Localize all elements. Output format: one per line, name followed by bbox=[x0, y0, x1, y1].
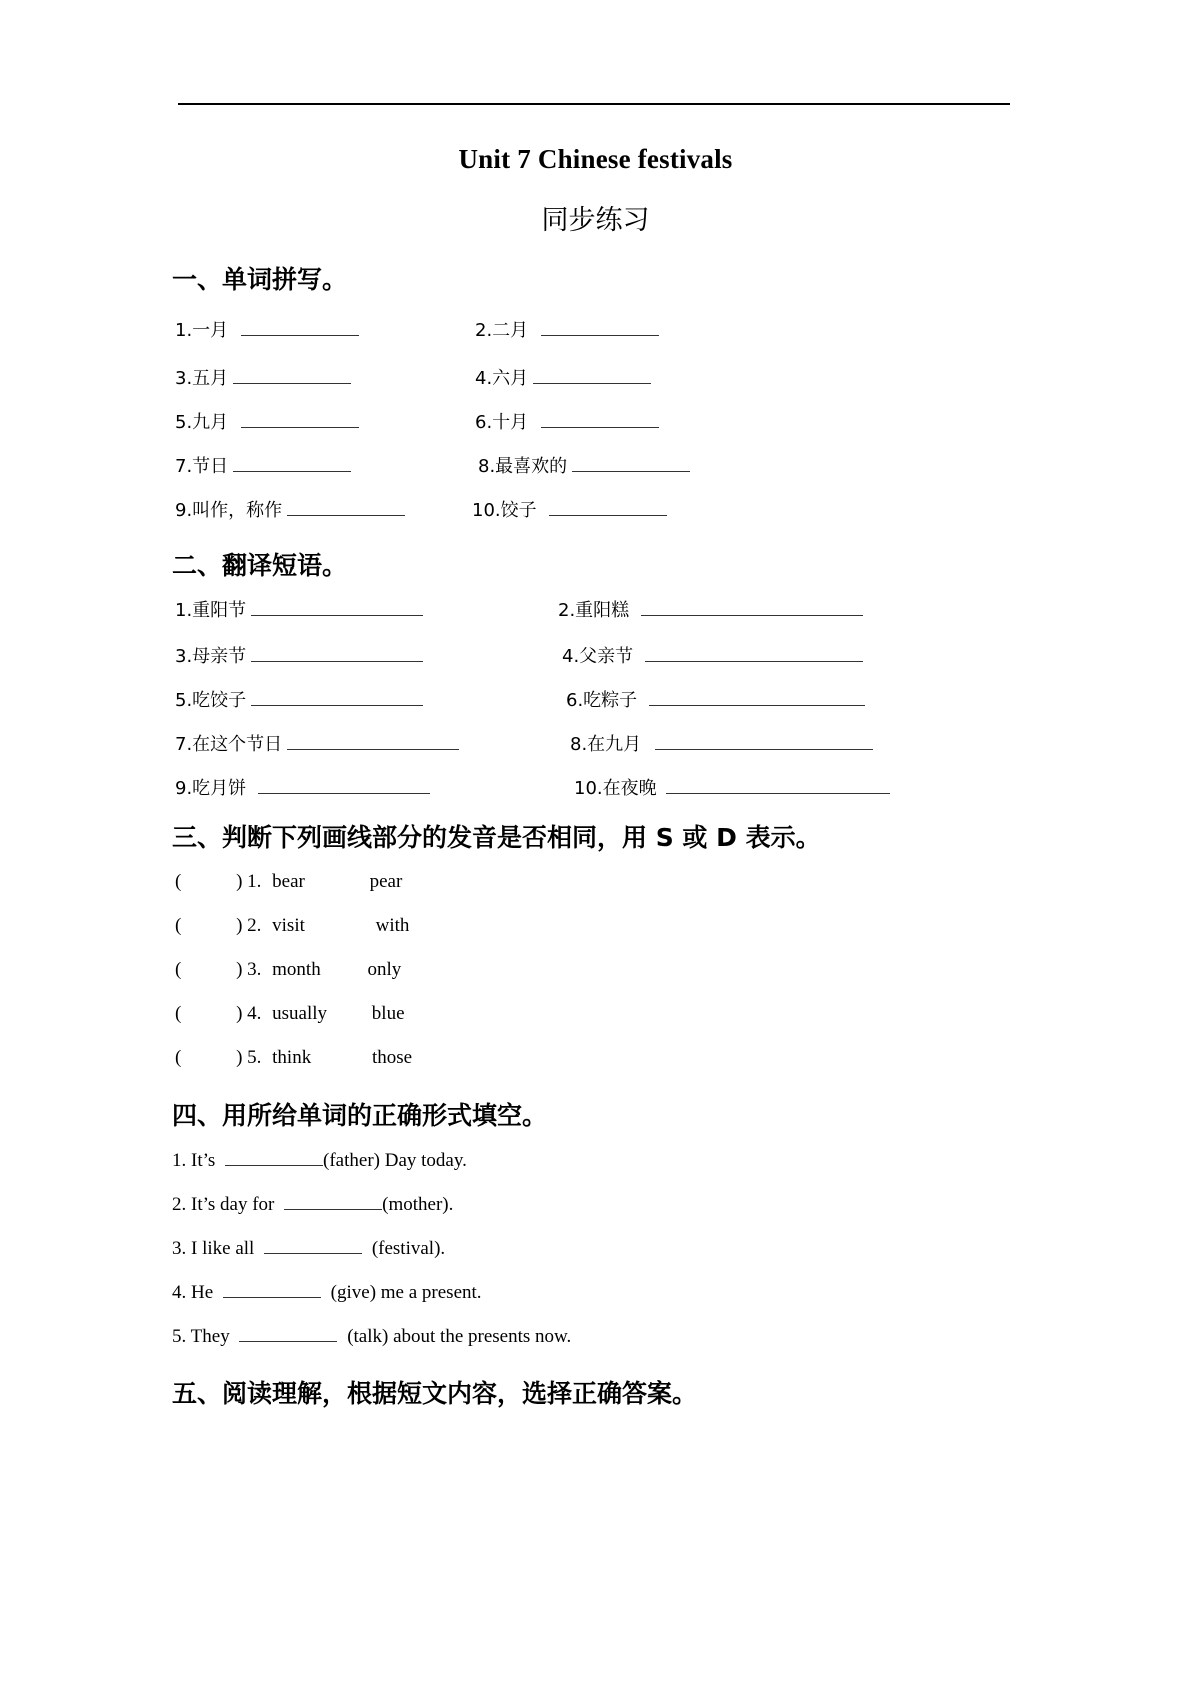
section-heading-3: 三、判断下列画线部分的发音是否相同，用 S 或 D 表示。 bbox=[172, 823, 821, 852]
sentence-after: (talk) about the presents now. bbox=[347, 1326, 572, 1347]
item-label: 3.五月 bbox=[175, 368, 229, 389]
word-b: only bbox=[367, 959, 402, 980]
item-number: ) 5. bbox=[236, 1047, 262, 1068]
list-item bbox=[175, 600, 423, 620]
answer-blank[interactable] bbox=[649, 690, 865, 706]
item-number: ) 1. bbox=[236, 871, 262, 892]
item-label: 4.六月 bbox=[475, 368, 529, 389]
list-item bbox=[574, 778, 890, 798]
answer-blank[interactable] bbox=[241, 412, 359, 428]
sentence-before: 4. He bbox=[172, 1282, 214, 1303]
answer-blank[interactable] bbox=[533, 368, 651, 384]
answer-blank[interactable] bbox=[223, 1282, 321, 1298]
sentence-after: (festival). bbox=[371, 1238, 446, 1259]
list-item bbox=[172, 1326, 571, 1346]
item-label: 7.在这个节日 bbox=[175, 734, 283, 755]
list-item bbox=[175, 960, 401, 979]
list-item bbox=[175, 778, 430, 798]
list-item bbox=[566, 690, 865, 710]
list-item bbox=[175, 872, 402, 891]
list-item bbox=[175, 368, 351, 388]
list-item bbox=[175, 412, 359, 432]
item-label: 8.在九月 bbox=[570, 734, 642, 755]
section-heading-5: 五、阅读理解，根据短文内容，选择正确答案。 bbox=[172, 1379, 698, 1408]
list-item bbox=[562, 646, 863, 666]
bracket-open: ( bbox=[175, 871, 182, 892]
item-label: 2.重阳糕 bbox=[558, 600, 630, 621]
list-item bbox=[172, 1282, 482, 1302]
word-b: pear bbox=[369, 871, 403, 892]
header-divider bbox=[178, 103, 1010, 105]
answer-blank[interactable] bbox=[641, 600, 863, 616]
sentence-before: 3. I like all bbox=[172, 1238, 255, 1259]
item-label: 6.吃粽子 bbox=[566, 690, 638, 711]
section-heading-1: 一、单词拼写。 bbox=[172, 265, 348, 294]
answer-blank[interactable] bbox=[251, 690, 423, 706]
list-item bbox=[175, 916, 409, 935]
word-a: think bbox=[272, 1047, 312, 1068]
list-item bbox=[175, 1004, 405, 1023]
answer-blank[interactable] bbox=[541, 412, 659, 428]
item-label: 4.父亲节 bbox=[562, 646, 634, 667]
item-label: 9.吃月饼 bbox=[175, 778, 247, 799]
list-item bbox=[478, 456, 690, 476]
word-a: bear bbox=[272, 871, 305, 892]
sentence-before: 1. It’s bbox=[172, 1150, 216, 1171]
word-b: those bbox=[371, 1047, 413, 1068]
answer-blank[interactable] bbox=[233, 368, 351, 384]
answer-blank[interactable] bbox=[251, 646, 423, 662]
list-item bbox=[172, 1238, 445, 1258]
answer-blank[interactable] bbox=[251, 600, 423, 616]
word-b: blue bbox=[371, 1003, 405, 1024]
list-item bbox=[475, 368, 651, 388]
list-item bbox=[175, 734, 459, 754]
sentence-after: (give) me a present. bbox=[330, 1282, 482, 1303]
item-label: 8.最喜欢的 bbox=[478, 456, 568, 477]
item-number: ) 2. bbox=[236, 915, 262, 936]
list-item bbox=[172, 1194, 453, 1214]
answer-blank[interactable] bbox=[264, 1238, 362, 1254]
word-a: visit bbox=[272, 915, 305, 936]
page-title: Unit 7 Chinese festivals bbox=[458, 144, 733, 174]
list-item bbox=[558, 600, 863, 620]
answer-blank[interactable] bbox=[225, 1150, 323, 1166]
item-label: 1.重阳节 bbox=[175, 600, 247, 621]
page-subtitle: 同步练习 bbox=[541, 205, 650, 236]
sentence-after: (mother). bbox=[382, 1194, 454, 1215]
item-number: ) 3. bbox=[236, 959, 262, 980]
bracket-open: ( bbox=[175, 1047, 182, 1068]
list-item bbox=[475, 412, 659, 432]
list-item bbox=[172, 1150, 467, 1170]
item-label: 9.叫作，称作 bbox=[175, 500, 283, 521]
word-a: month bbox=[272, 959, 321, 980]
answer-blank[interactable] bbox=[572, 456, 690, 472]
word-a: usually bbox=[272, 1003, 328, 1024]
answer-blank[interactable] bbox=[287, 734, 459, 750]
section-heading-4: 四、用所给单词的正确形式填空。 bbox=[172, 1101, 548, 1130]
bracket-open: ( bbox=[175, 959, 182, 980]
list-item bbox=[175, 1048, 412, 1067]
answer-blank[interactable] bbox=[258, 778, 430, 794]
answer-blank[interactable] bbox=[541, 320, 659, 336]
list-item bbox=[175, 320, 359, 340]
answer-blank[interactable] bbox=[549, 500, 667, 516]
list-item bbox=[475, 320, 659, 340]
answer-blank[interactable] bbox=[284, 1194, 382, 1210]
list-item bbox=[175, 500, 405, 520]
item-label: 10.在夜晚 bbox=[574, 778, 657, 799]
list-item bbox=[175, 690, 423, 710]
item-number: ) 4. bbox=[236, 1003, 262, 1024]
sentence-before: 5. They bbox=[172, 1326, 230, 1347]
sentence-after: (father) Day today. bbox=[323, 1150, 467, 1171]
word-b: with bbox=[375, 915, 410, 936]
item-label: 6.十月 bbox=[475, 412, 529, 433]
bracket-open: ( bbox=[175, 1003, 182, 1024]
bracket-open: ( bbox=[175, 915, 182, 936]
item-label: 1.一月 bbox=[175, 320, 229, 341]
item-label: 10.饺子 bbox=[472, 500, 537, 521]
answer-blank[interactable] bbox=[287, 500, 405, 516]
section-heading-2: 二、翻译短语。 bbox=[172, 551, 348, 580]
item-label: 7.节日 bbox=[175, 456, 229, 477]
sentence-before: 2. It’s day for bbox=[172, 1194, 275, 1215]
list-item bbox=[570, 734, 873, 754]
answer-blank[interactable] bbox=[666, 778, 890, 794]
answer-blank[interactable] bbox=[233, 456, 351, 472]
answer-blank[interactable] bbox=[239, 1326, 337, 1342]
answer-blank[interactable] bbox=[241, 320, 359, 336]
list-item bbox=[175, 456, 351, 476]
item-label: 5.吃饺子 bbox=[175, 690, 247, 711]
answer-blank[interactable] bbox=[655, 734, 873, 750]
item-label: 2.二月 bbox=[475, 320, 529, 341]
item-label: 5.九月 bbox=[175, 412, 229, 433]
item-label: 3.母亲节 bbox=[175, 646, 247, 667]
list-item bbox=[472, 500, 667, 520]
answer-blank[interactable] bbox=[645, 646, 863, 662]
list-item bbox=[175, 646, 423, 666]
